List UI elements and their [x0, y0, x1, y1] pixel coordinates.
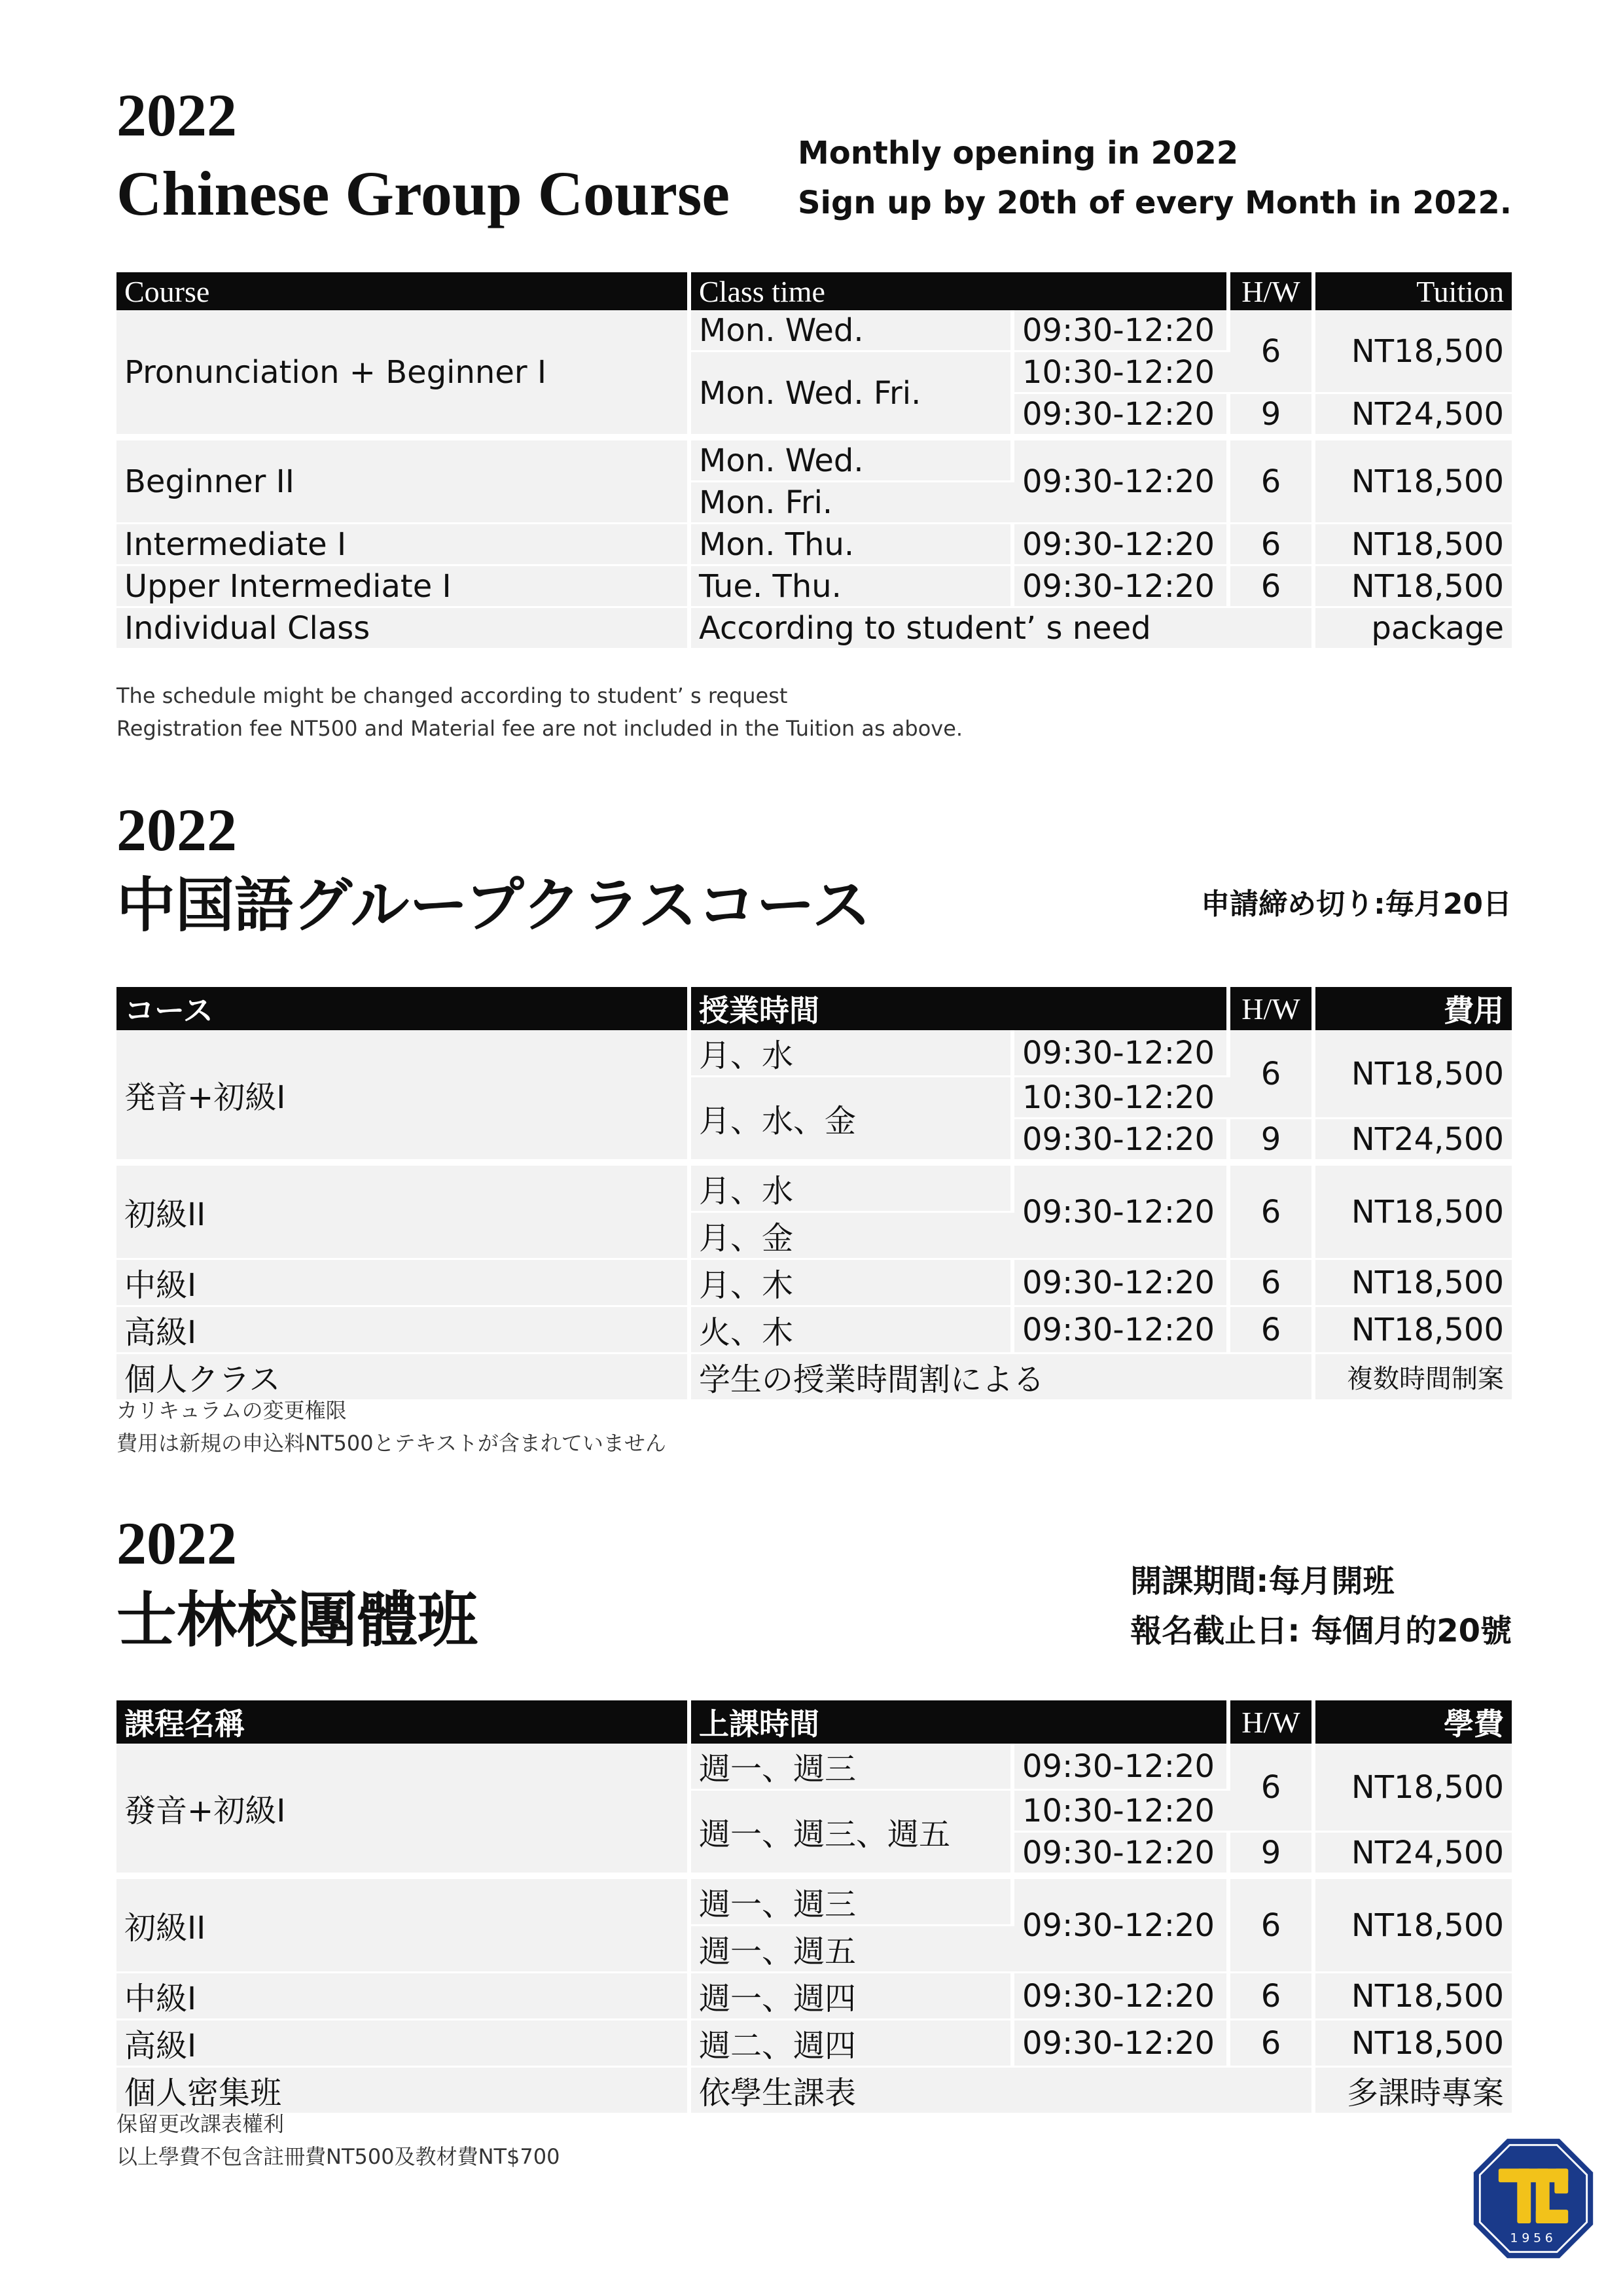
header-tuition: 學費 [1315, 1700, 1512, 1744]
class-days: 火、木 [691, 1307, 1014, 1354]
class-days: According to student’ s need [691, 608, 1315, 650]
class-time: 09:30-12:20 [1014, 440, 1230, 524]
hours-per-week: 9 [1230, 1119, 1315, 1166]
tuition: NT18,500 [1315, 1879, 1512, 1973]
tuition: NT18,500 [1315, 1260, 1512, 1307]
class-time: 09:30-12:20 [1014, 524, 1230, 566]
header-tuition: 費用 [1315, 987, 1512, 1030]
enrollment-line: Monthly opening in 2022 [797, 135, 1239, 171]
hours-per-week: 6 [1230, 440, 1315, 524]
class-days: 学生の授業時間割による [691, 1354, 1315, 1401]
class-time: 09:30-12:20 [1014, 1119, 1230, 1166]
footnote: Registration fee NT500 and Material fee are not included in the Tuition as above. [116, 716, 963, 741]
class-time: 09:30-12:20 [1014, 1744, 1230, 1791]
tuition: NT18,500 [1315, 1166, 1512, 1260]
course-name: Individual Class [116, 608, 691, 650]
enrollment-info [798, 128, 1512, 228]
hours-per-week: 6 [1230, 566, 1315, 608]
class-days: Mon. Wed. [691, 310, 1014, 352]
table-header-row [116, 987, 1512, 1030]
footnote: 保留更改課表權利 [116, 2111, 285, 2136]
header-course: Course [116, 272, 691, 310]
class-time: 09:30-12:20 [1014, 1307, 1230, 1354]
header-class-time: 授業時間 [691, 987, 1230, 1030]
enrollment-line: 開課期間:每月開班 [1130, 1563, 1395, 1600]
header-hw: H/W [1230, 987, 1315, 1030]
class-days: 週一、週四 [691, 1973, 1014, 2020]
hours-per-week: 6 [1230, 1307, 1315, 1354]
table-row [116, 310, 1512, 352]
header-class-time: 上課時間 [691, 1700, 1230, 1744]
tuition: NT18,500 [1315, 1030, 1512, 1119]
table-row [116, 1030, 1512, 1077]
footnote: カリキュラムの変更権限 [116, 1398, 347, 1423]
header-hw: H/W [1230, 272, 1315, 310]
tuition: NT18,500 [1315, 310, 1512, 394]
course-name: 高級I [116, 2020, 691, 2068]
hours-per-week: 6 [1230, 1879, 1315, 1973]
table-row [116, 1166, 1512, 1213]
course-name: 発音+初級I [116, 1030, 691, 1166]
class-days: 週一、週三 [691, 1744, 1014, 1791]
enrollment-info [1201, 880, 1512, 929]
table-header-row [116, 272, 1512, 310]
logo-year: 1956 [1510, 2231, 1557, 2246]
course-name: Beginner II [116, 440, 691, 524]
section-title: 士林校團體班 [116, 1587, 478, 1654]
class-days: Mon. Thu. [691, 524, 1014, 566]
footnote: The schedule might be changed according to student’ s request [116, 683, 788, 708]
hours-per-week: 6 [1230, 1030, 1315, 1119]
class-days: Mon. Fri. [691, 482, 1014, 524]
hours-per-week: 6 [1230, 1260, 1315, 1307]
class-time: 09:30-12:20 [1014, 1973, 1230, 2020]
table-row [116, 1744, 1512, 1791]
table-header-row [116, 1700, 1512, 1744]
tuition: 多課時專案 [1315, 2068, 1512, 2115]
class-time: 10:30-12:20 [1014, 1077, 1230, 1119]
class-days: 月、水、金 [691, 1077, 1014, 1166]
hours-per-week: 6 [1230, 1744, 1315, 1833]
header-course: コース [116, 987, 691, 1030]
table-row [116, 2020, 1512, 2068]
footnotes [116, 2108, 560, 2173]
tuition: NT18,500 [1315, 1973, 1512, 2020]
hours-per-week: 9 [1230, 394, 1315, 440]
course-name: 發音+初級I [116, 1744, 691, 1879]
hours-per-week: 9 [1230, 1833, 1315, 1879]
class-days: 月、水 [691, 1030, 1014, 1077]
course-name: 高級I [116, 1307, 691, 1354]
hours-per-week: 6 [1230, 310, 1315, 394]
course-name: 個人クラス [116, 1354, 691, 1401]
course-name: 初級II [116, 1166, 691, 1260]
hours-per-week: 6 [1230, 2020, 1315, 2068]
header-course: 課程名稱 [116, 1700, 691, 1744]
tuition: NT18,500 [1315, 440, 1512, 524]
footnotes [116, 679, 963, 745]
enrollment-info [1130, 1556, 1512, 1656]
table-row [116, 1307, 1512, 1354]
class-days: Tue. Thu. [691, 566, 1014, 608]
enrollment-line: 申請締め切り:毎月20日 [1201, 888, 1512, 921]
course-name: Upper Intermediate I [116, 566, 691, 608]
class-days: Mon. Wed. [691, 440, 1014, 482]
header-class-time: Class time [691, 272, 1230, 310]
table-row [116, 1973, 1512, 2020]
schedule-table [116, 987, 1512, 1401]
class-time: 10:30-12:20 [1014, 1791, 1230, 1833]
table-row [116, 1879, 1512, 1926]
class-time: 09:30-12:20 [1014, 1879, 1230, 1973]
section-traditional-chinese [116, 1510, 1512, 2174]
tuition: NT24,500 [1315, 1119, 1512, 1166]
hours-per-week: 6 [1230, 524, 1315, 566]
table-row [116, 440, 1512, 482]
class-days: 月、木 [691, 1260, 1014, 1307]
class-days: 週二、週四 [691, 2020, 1014, 2068]
class-days: 月、水 [691, 1166, 1014, 1213]
table-row [116, 1260, 1512, 1307]
section-japanese [116, 797, 1512, 1461]
hours-per-week: 6 [1230, 1973, 1315, 2020]
class-time: 10:30-12:20 [1014, 352, 1230, 394]
section-english [116, 82, 1512, 746]
enrollment-line: 報名截止日: 每個月的20號 [1130, 1613, 1512, 1649]
tuition: 複数時間制案 [1315, 1354, 1512, 1401]
tuition: NT18,500 [1315, 2020, 1512, 2068]
table-row [116, 566, 1512, 608]
course-name: 個人密集班 [116, 2068, 691, 2115]
class-days: Mon. Wed. Fri. [691, 352, 1014, 440]
enrollment-line: Sign up by 20th of every Month in 2022. [797, 185, 1512, 221]
class-time: 09:30-12:20 [1014, 1833, 1230, 1879]
schedule-table [116, 272, 1512, 650]
tuition: NT18,500 [1315, 1307, 1512, 1354]
schedule-table [116, 1700, 1512, 2115]
class-days: 週一、週三、週五 [691, 1791, 1014, 1879]
table-row [116, 524, 1512, 566]
section-year: 2022 [116, 1510, 237, 1577]
school-logo [1471, 2136, 1596, 2261]
class-time: 09:30-12:20 [1014, 1030, 1230, 1077]
class-time: 09:30-12:20 [1014, 1166, 1230, 1260]
table-row [116, 608, 1512, 650]
tuition: NT24,500 [1315, 394, 1512, 440]
tuition: NT24,500 [1315, 1833, 1512, 1879]
tuition: NT18,500 [1315, 524, 1512, 566]
class-days: 依學生課表 [691, 2068, 1315, 2115]
header-tuition: Tuition [1315, 272, 1512, 310]
class-time: 09:30-12:20 [1014, 310, 1230, 352]
course-name: 初級II [116, 1879, 691, 1973]
section-title: 中国語グループクラスコース [116, 874, 871, 939]
class-time: 09:30-12:20 [1014, 566, 1230, 608]
course-name: Pronunciation + Beginner I [116, 310, 691, 440]
header-hw: H/W [1230, 1700, 1315, 1744]
class-time: 09:30-12:20 [1014, 394, 1230, 440]
course-name: Intermediate I [116, 524, 691, 566]
tuition: package [1315, 608, 1512, 650]
class-time: 09:30-12:20 [1014, 1260, 1230, 1307]
class-days: 週一、週五 [691, 1926, 1014, 1973]
class-time: 09:30-12:20 [1014, 2020, 1230, 2068]
course-name: 中級I [116, 1260, 691, 1307]
section-year: 2022 [116, 82, 237, 149]
class-days: 週一、週三 [691, 1879, 1014, 1926]
page-title: Chinese Group Course [116, 158, 730, 228]
class-days: 月、金 [691, 1213, 1014, 1260]
section-year: 2022 [116, 797, 237, 863]
tuition: NT18,500 [1315, 566, 1512, 608]
course-name: 中級I [116, 1973, 691, 2020]
hours-per-week: 6 [1230, 1166, 1315, 1260]
footnotes [116, 1394, 666, 1460]
tuition: NT18,500 [1315, 1744, 1512, 1833]
footnote: 以上學費不包含註冊費NT500及教材費NT$700 [116, 2144, 560, 2169]
footnote: 費用は新規の申込料NT500とテキストが含まれていません [116, 1431, 666, 1456]
